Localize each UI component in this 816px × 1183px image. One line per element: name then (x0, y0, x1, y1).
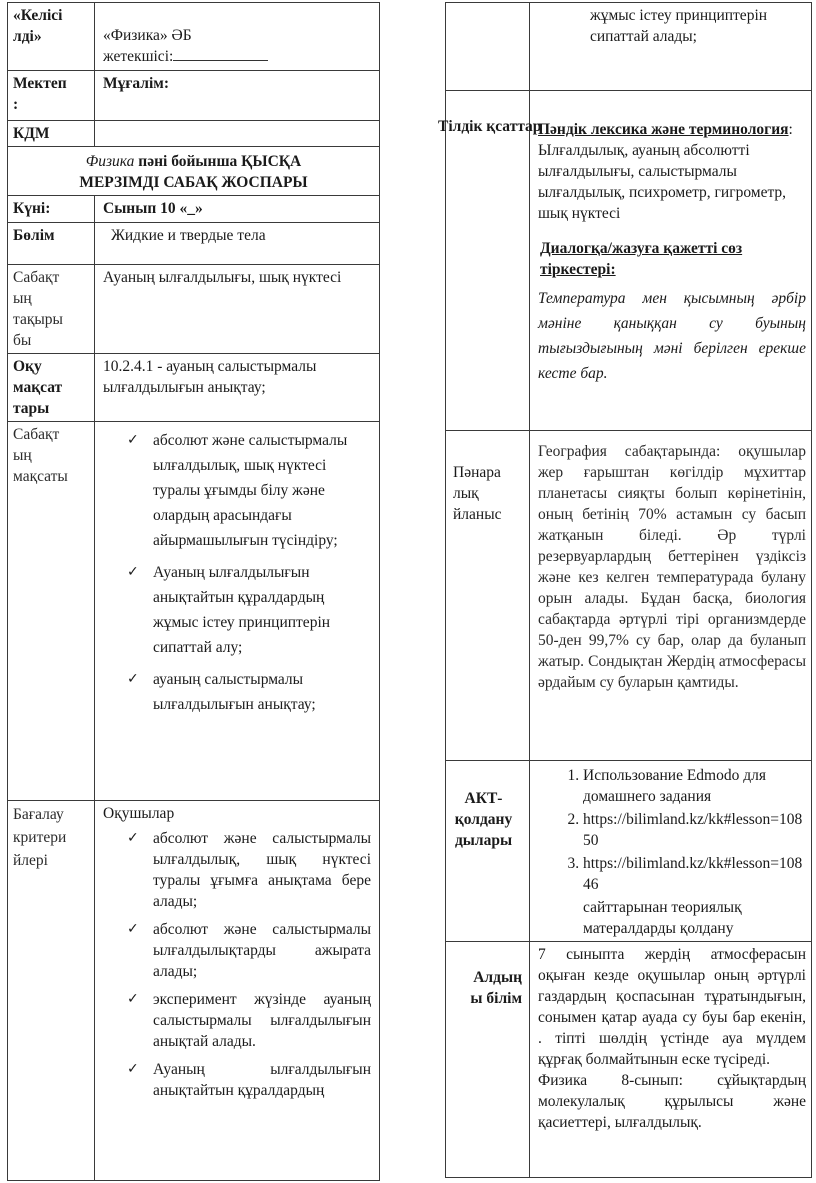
approval-text2 (103, 46, 374, 67)
prior-cell (530, 942, 812, 1178)
list-item: 3. https://bilimland.kz/kk#lesson=10846 (583, 853, 806, 895)
school-label: Мектеп : (8, 71, 95, 121)
lexicon-heading-suffix: : (788, 121, 793, 138)
approval-label: «Келісі лді» (8, 3, 95, 71)
approval-head-label: жетекшісі: (103, 48, 174, 65)
language-label (438, 91, 542, 431)
criteria-list (103, 828, 371, 1101)
lesson-goals-cell (95, 422, 380, 801)
plan-title (8, 147, 380, 196)
ict-trailer: сайттарынан теориялық матералдарды қолдану (583, 899, 742, 937)
approval-row (8, 3, 380, 71)
learning-goals-value: 10.2.4.1 - ауаның салыстырмалы ылғалдылығын анықтау; (95, 354, 380, 422)
criteria-intro: Оқушылар (103, 805, 175, 822)
language-cell (530, 91, 812, 431)
ict-row (446, 761, 812, 942)
approval-cell (95, 3, 380, 71)
school-row (8, 71, 380, 121)
approval-text1: «Физика» ӘБ (103, 27, 192, 44)
prior-text2: Физика 8-сынып: сұйықтардың молекулалық құрылысы және қасиеттері, ылғалдылық. (538, 1072, 806, 1131)
topic-label: Сабақт ың тақыры бы (8, 265, 95, 354)
ict-list (535, 765, 806, 895)
left-plan-table (7, 2, 380, 1181)
kdm-value (95, 121, 380, 147)
dialog-heading: Диалогқа/жазуға қажетті сөз тіркестері: (540, 240, 743, 278)
lexicon-heading-text: Пәндік лексика және терминология (538, 121, 789, 138)
lesson-goals-row (8, 422, 380, 801)
section-label: Бөлім (8, 223, 95, 265)
right-plan-table (438, 2, 812, 1178)
criteria-label: Бағалау критери йлері (8, 801, 95, 1181)
language-row (446, 91, 812, 431)
teacher-label: Мұғалім: (95, 71, 380, 121)
criteria-cell (95, 801, 380, 1181)
continuation-row (446, 3, 812, 91)
kdm-row (8, 121, 380, 147)
learning-goals-label: Оқу мақсат тары (8, 354, 95, 422)
section-value: Жидкие и твердые тела (95, 223, 380, 265)
list-item: ✓ абсолют және салыстырмалы ылғалдылық, шық нүктесі туралы ұғымға анықтама бере алады; (153, 828, 371, 912)
continuation-text: жұмыс істеу принциптерін сипаттай алады; (530, 3, 812, 91)
topic-value: Ауаның ылғалдылығы, шық нүктесі (95, 265, 380, 354)
list-item: ✓ абсолют және салыстырмалы ылғалдылықтарды ажырата алады; (153, 919, 371, 982)
date-label: Күні: (8, 196, 95, 223)
language-label-text: Тілдік қсаттар (438, 118, 542, 135)
list-item: 1. Использование Edmodo для домашнего задания (583, 765, 806, 807)
criteria-row (8, 801, 380, 1181)
prior-label-text: Алдың ы білім (470, 969, 522, 1007)
signature-line (173, 46, 268, 61)
list-item: ✓ абсолют және салыстырмалы ылғалдылық, шық нүктесі туралы ұғымды білу және олардың арасындағы айырмашылығын түсіндіру; (153, 428, 365, 553)
continuation-label (446, 3, 530, 91)
ict-label-text: АКТ- қолдану дылары (454, 790, 513, 849)
list-item: ✓ ауаның салыстырмалы ылғалдылығын анықтау; (153, 667, 365, 717)
title-line2: МЕРЗІМДІ САБАҚ ЖОСПАРЫ (79, 174, 308, 191)
list-item: 2. https://bilimland.kz/kk#lesson=10850 (583, 809, 806, 851)
list-item: ✓ Ауаның ылғалдылығын анықтайтын құралдардың (153, 1059, 371, 1101)
cross-curricular-row (446, 431, 812, 761)
date-row (8, 196, 380, 223)
title-row (8, 147, 380, 196)
title-subject: Физика (85, 153, 135, 170)
lesson-goals-label: Сабақт ың мақсаты (8, 422, 95, 801)
kdm-label: КДМ (8, 121, 95, 147)
lesson-goals-list (123, 428, 365, 717)
class-label: Сынып 10 «_» (95, 196, 380, 223)
prior-text1: 7 сыныпта жердің атмосферасын оқыған кезде оқушылар оның әртүрлі газдардың қоспасынан тұратындығын, сонымен қатар ауада су буы бар екенін, . тіпті шөлдің үстінде ауа мүлдем құрғақ болмайтынын еске түсіреді. (538, 946, 806, 1068)
prior-label (446, 942, 530, 1178)
cross-label (446, 431, 530, 761)
title-line1: пәні бойынша ҚЫСҚА (138, 153, 302, 170)
topic-row (8, 265, 380, 354)
lexicon-heading (538, 119, 806, 140)
dialog-phrase: Температура мен қысымның әрбір мәніне қаныққан су буының тығыздығының мәні берілген ерекше кесте бар. (538, 290, 806, 382)
ict-cell (530, 761, 812, 942)
section-row (8, 223, 380, 265)
terms-text: Ылғалдылық, ауаның абсолютті ылғалдылығы, салыстырмалы ылғалдылық, психрометр, гигрометр, шық нүктесі (538, 142, 787, 222)
cross-text: География сабақтарында: оқушылар жер ғарыштан көгілдір мұхиттар планетасы сияқты болып көрінетінін, оның бетінің 70% астамын су басып жатқанын біледі. Әр түрлі резервуарлардың беттерінен үздіксіз және кез келген температурада булану орын алады. Бұдан басқа, биология сабақтарда әртүрлі тірі организмдерде 50-ден 99,7% су бар, олар да буланып жатыр. Сондықтан Жердің атмосферасы әрдайым су буларын қамтиды. (530, 431, 812, 761)
list-item: ✓ эксперимент жүзінде ауаның салыстырмалы ылғалдылығын анықтай алады. (153, 989, 371, 1052)
ict-label (446, 761, 530, 942)
list-item: ✓ Ауаның ылғалдылығын анықтайтын құралдардың жұмыс істеу принциптерін сипаттай алу; (153, 560, 365, 660)
learning-goals-row (8, 354, 380, 422)
prior-knowledge-row (446, 942, 812, 1178)
cross-label-text: Пәнара лық йланыс (453, 464, 502, 523)
